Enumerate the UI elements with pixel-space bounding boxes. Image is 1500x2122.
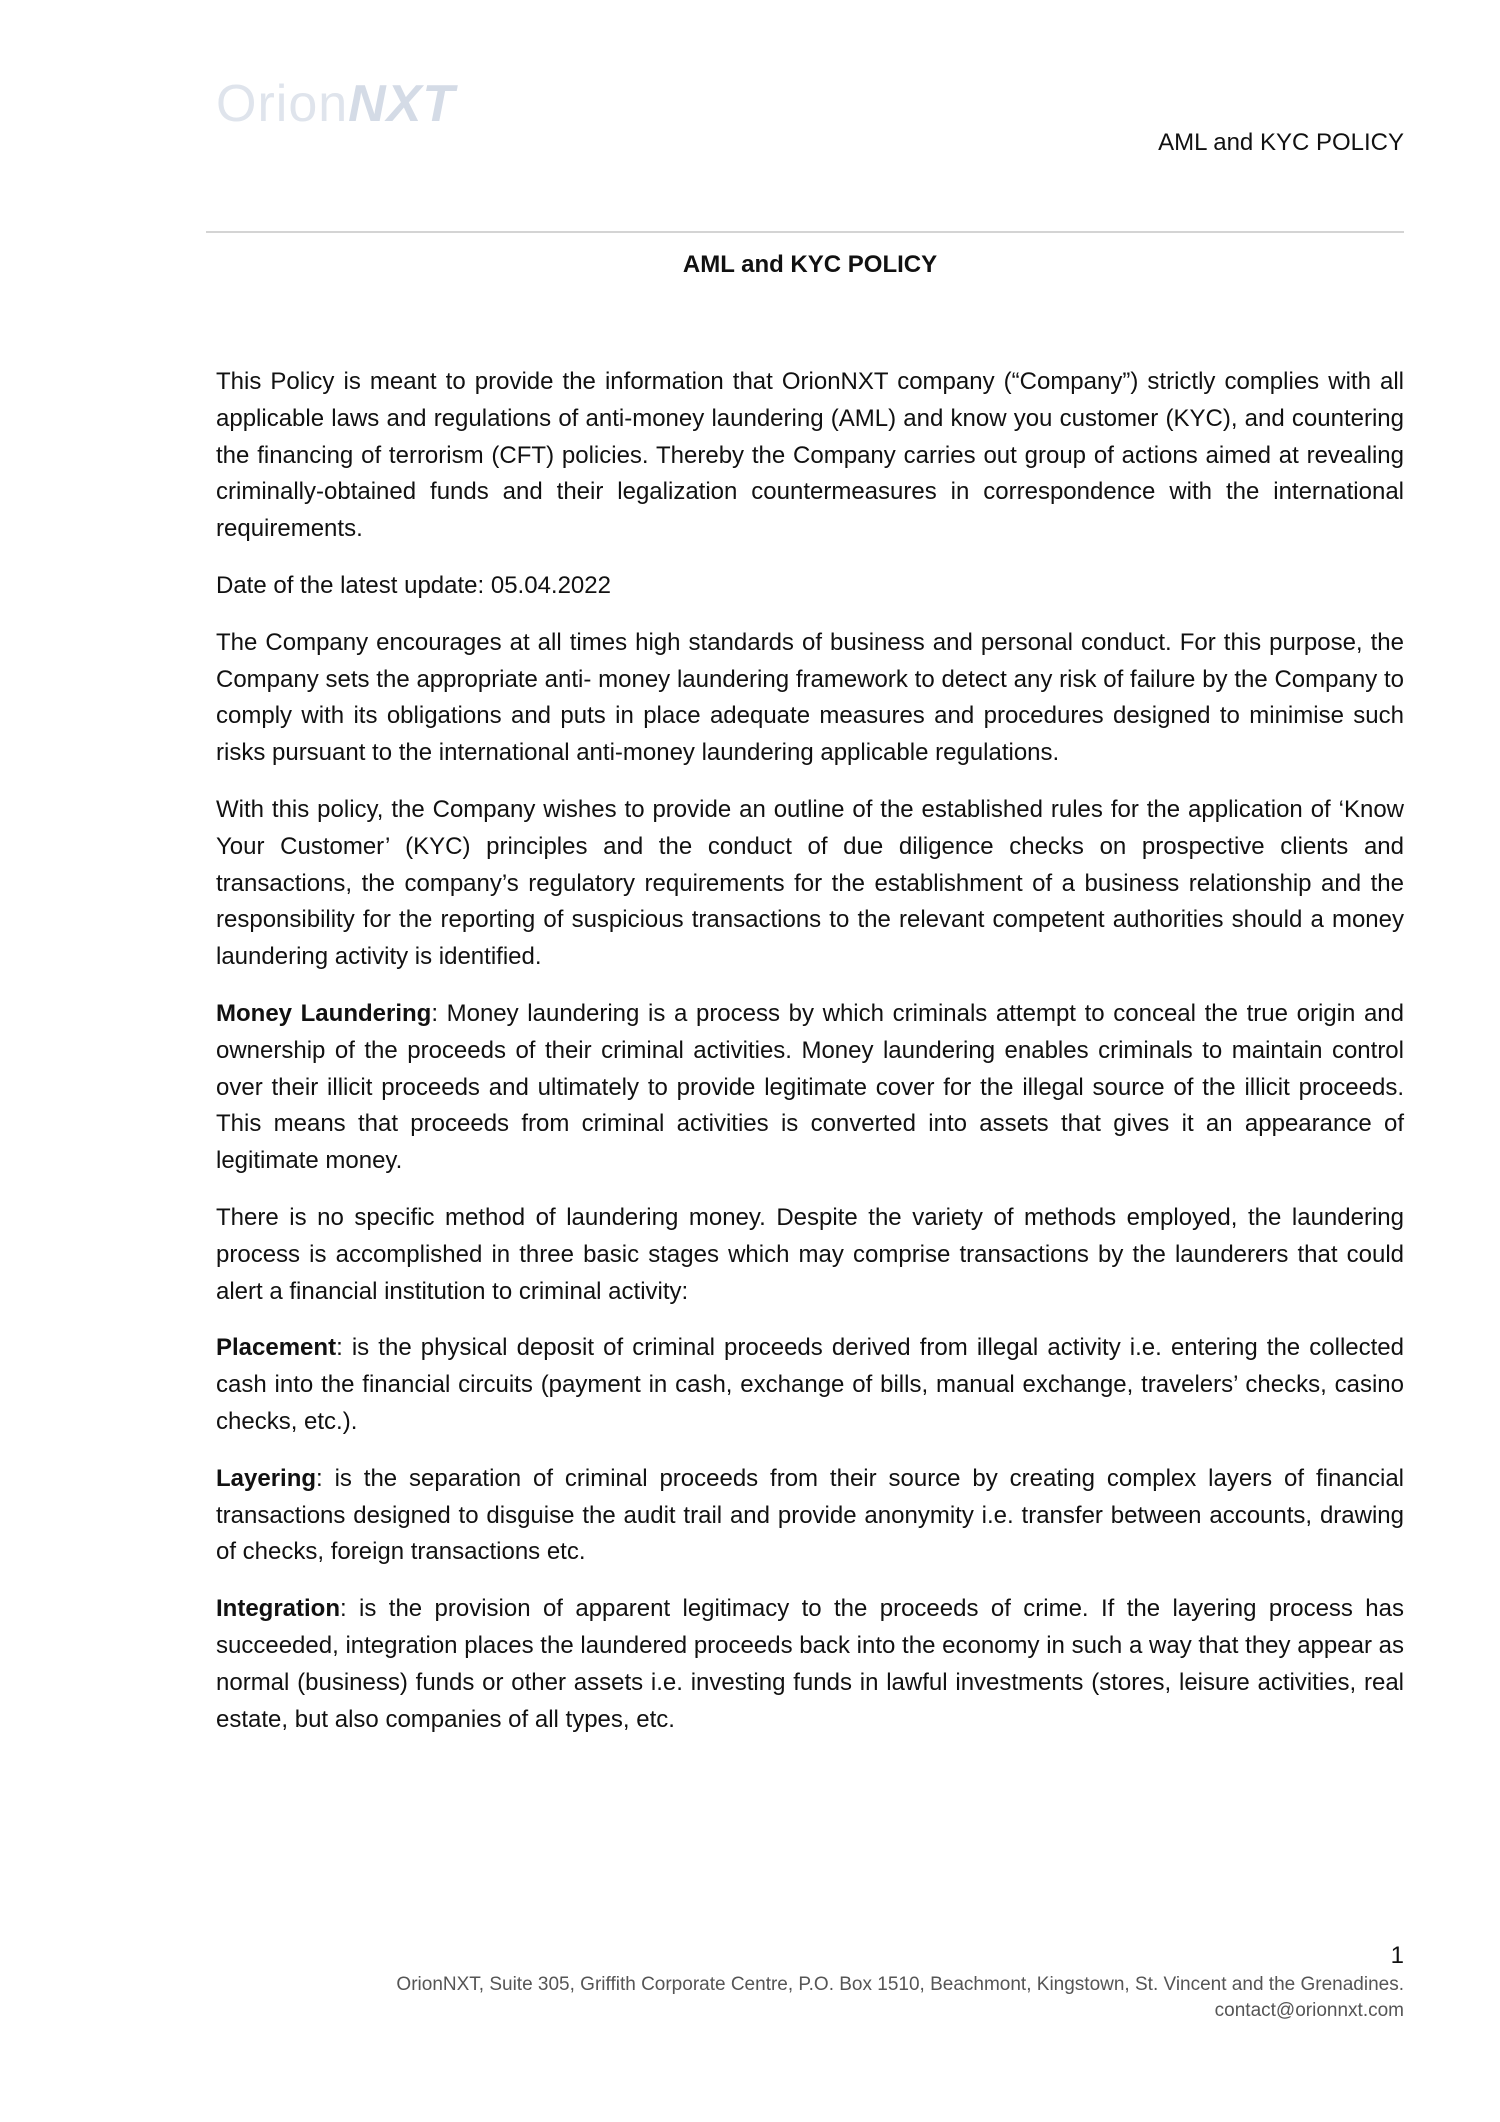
layering-paragraph	[216, 1461, 1404, 1571]
money-laundering-paragraph	[216, 996, 1404, 1180]
header-divider	[206, 231, 1404, 233]
layering-text: : is the separation of criminal proceeds from their source by creating complex layers of financial transactions designed to disguise the audit trail and provide anonymity i.e. transfer between accounts, drawing of checks, foreign transactions etc.	[216, 1464, 1404, 1566]
logo-text-light: Orion	[216, 75, 349, 133]
layering-term: Layering	[216, 1464, 317, 1492]
page-number: 1	[1390, 1942, 1404, 1969]
header-title: AML and KYC POLICY	[1158, 129, 1404, 156]
placement-paragraph	[216, 1330, 1404, 1440]
intro-paragraph: This Policy is meant to provide the information that OrionNXT company (“Company”) strictly complies with all applicable laws and regulations of anti-money laundering (AML) and know you customer (KYC), and countering the financing of terrorism (CFT) policies. Thereby the Company carries out group of actions aimed at revealing criminally-obtained funds and their legalization countermeasures in correspondence with the international requirements.	[216, 368, 1404, 543]
placement-text: : is the physical deposit of criminal proceeds derived from illegal activity i.e. entering the collected cash into the financial circuits (payment in cash, exchange of bills, manual exchange, travelers’ checks, casino checks, etc.).	[216, 1334, 1404, 1435]
integration-text: : is the provision of apparent legitimacy to the proceeds of crime. If the layering process has succeeded, integration places the laundered proceeds back into the economy in such a way that they appear as normal (business) funds or other assets i.e. investing funds in lawful investments (stores, leisure activities, real estate, but also companies of all types, etc.	[216, 1595, 1404, 1733]
standards-paragraph: The Company encourages at all times high standards of business and personal conduct. For this purpose, the Company sets the appropriate anti- money laundering framework to detect any risk of failure by the Company to comply with its obligations and puts in place adequate measures and procedures designed to minimise such risks pursuant to the international anti-money laundering applicable regulations.	[216, 628, 1404, 767]
methods-paragraph: There is no specific method of laundering money. Despite the variety of methods employed, the laundering process is accomplished in three basic stages which may comprise transactions by the launderers that could alert a financial institution to criminal activity:	[216, 1203, 1404, 1305]
document-title: AML and KYC POLICY	[682, 251, 938, 278]
money-laundering-text: : Money laundering is a process by which criminals attempt to conceal the true origin and ownership of the proceeds of their criminal activities. Money laundering enables criminals to maintain control over their illicit proceeds and ultimately to provide legitimate cover for the illegal source of the illicit proceeds. This means that proceeds from criminal activities is converted into assets that gives it an appearance of legitimate money.	[216, 999, 1404, 1175]
update-date: Date of the latest update: 05.04.2022	[216, 571, 611, 599]
integration-paragraph	[216, 1591, 1404, 1738]
company-logo	[216, 75, 456, 133]
placement-term: Placement	[216, 1334, 337, 1362]
outline-paragraph: With this policy, the Company wishes to provide an outline of the established rules for the application of ‘Know Your Customer’ (KYC) principles and the conduct of due diligence checks on prospective clients and transactions, the company’s regulatory requirements for the establishment of a business relationship and the responsibility for the reporting of suspicious transactions to the relevant competent authorities should a money laundering activity is identified.	[216, 795, 1404, 971]
footer-email: contact@orionnxt.com	[1214, 2000, 1404, 2021]
money-laundering-term: Money Laundering	[216, 999, 432, 1027]
document-body	[216, 364, 1404, 1738]
logo-text-bold: NXT	[348, 75, 456, 133]
integration-term: Integration	[216, 1595, 340, 1623]
footer-address: OrionNXT, Suite 305, Griffith Corporate Centre, P.O. Box 1510, Beachmont, Kingstown, St. Vincent and the Grenadines.	[396, 1974, 1404, 1995]
